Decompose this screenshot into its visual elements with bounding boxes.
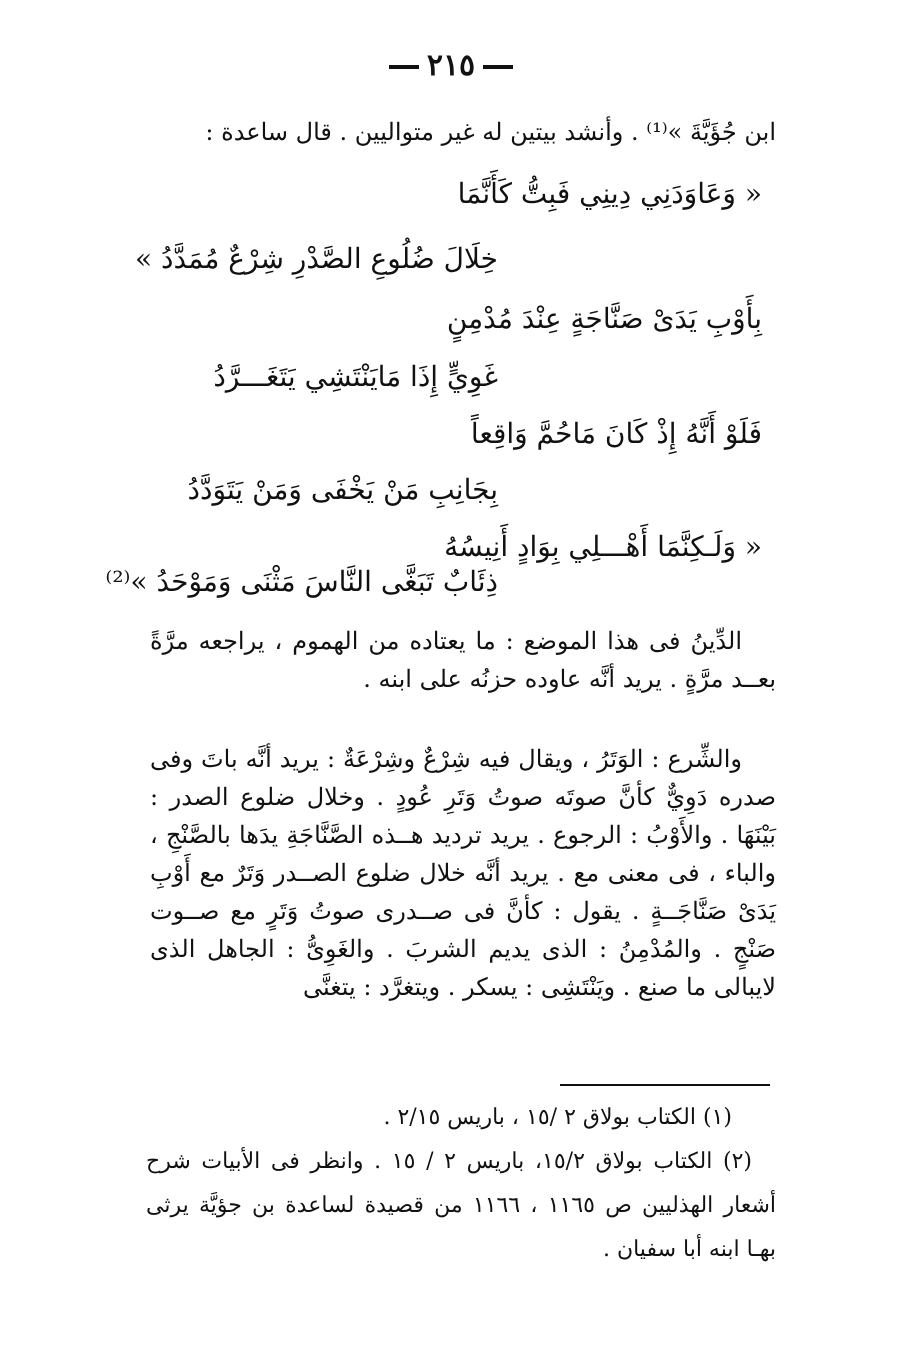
commentary-paragraph-1 [150, 622, 776, 698]
page-number-text: ٢١٥ [426, 48, 476, 83]
page-number-dash-right [483, 65, 513, 69]
verse-hemistich-5: فَلَوْ أَنَّهُ إِذْ كَانَ مَاحُمَّ وَاقِعاً [470, 417, 762, 450]
verse-hemistich-7: « وَلَـكِنَّمَا أَهْـــلِي بِوَادٍ أَنِيسُهُ [444, 530, 762, 563]
verse-hemistich-8: ذِئَابٌ تَبَغَّى النَّاسَ مَثْنَى وَمَوْحَدُ »⁽²⁾ [105, 565, 498, 598]
page-number [0, 48, 902, 83]
verse-hemistich-2: خِلَالَ ضُلُوعِ الصَّدْرِ شِرْعٌ مُمَدَّدُ » [135, 242, 498, 275]
footnotes [146, 1096, 776, 1272]
commentary-paragraph-2 [150, 740, 776, 1006]
footnote-2: (٢) الكتاب بولاق ١٥/٢، باريس ٢ / ١٥ . وانظر فى الأبيات شرح أشعار الهذليين ص ١١٦٥ ، ١١٦٦ من قصيدة لساعدة بن جؤيَّة يرثى بهـا ابنه أبا سفيان . [146, 1149, 776, 1262]
verse-hemistich-6: بِجَانِبِ مَنْ يَخْفَى وَمَنْ يَتَوَدَّدُ [187, 473, 498, 506]
commentary-text-1: الدِّينُ فى هذا الموضع : ما يعتاده من الهموم ، يراجعه مرَّةً بعــد مرَّةٍ . يريد أنَّه عاوده حزنُه على ابنه . [150, 627, 776, 693]
intro-line: ابن جُؤَيَّةَ »⁽¹⁾ . وأنشد بيتين له غير متواليين . قال ساعدة : [205, 118, 776, 146]
verse-hemistich-4: غَوِيٍّ إِذَا مَايَنْتَشِي يَتَغَـــرَّدُ [213, 360, 498, 393]
commentary-text-2: والشِّرع : الوَتَرُ ، ويقال فيه شِرْعٌ وشِرْعَةٌ : يريد أنَّه باتَ وفى صدره دَوِيٌّ كأنَّ صوتَه صوتُ وَتَرِ عُودٍ . وخلال ضلوع الصدر : بَيْنَهَا . والأَوْبُ : الرجوع . يريد ترديد هــذه الصَّنَّاجَةِ يدَها بالصَّنْجِ ، والباء ، فى معنى مع . يريد أنَّه خلال ضلوع الصــدر وَتَرٌ مع أَوْبِ يَدَىْ صَنَّاجَــةٍ . يقول : كأنَّ فى صــدرى صوتُ وَتَرٍ مع صــوت صَنْجٍ . والمُدْمِنُ : الذى يديم الشربَ . والغَوِىُّ : الجاهل الذى لايبالى ما صنع . ويَنْتَشِى : يسكر . ويتغرَّد : يتغنَّى [150, 745, 776, 1001]
page-number-dash-left [389, 65, 419, 69]
verse-hemistich-3: بِأَوْبِ يَدَىْ صَنَّاجَةٍ عِنْدَ مُدْمِنٍ [446, 302, 762, 335]
footnote-divider [560, 1084, 770, 1086]
verse-hemistich-1: « وَعَاوَدَنِي دِينِي فَبِتُّ كَأَنَّمَا [457, 177, 762, 210]
footnote-1: (١) الكتاب بولاق ٢ /١٥ ، باريس ٢/١٥ . [383, 1105, 732, 1130]
